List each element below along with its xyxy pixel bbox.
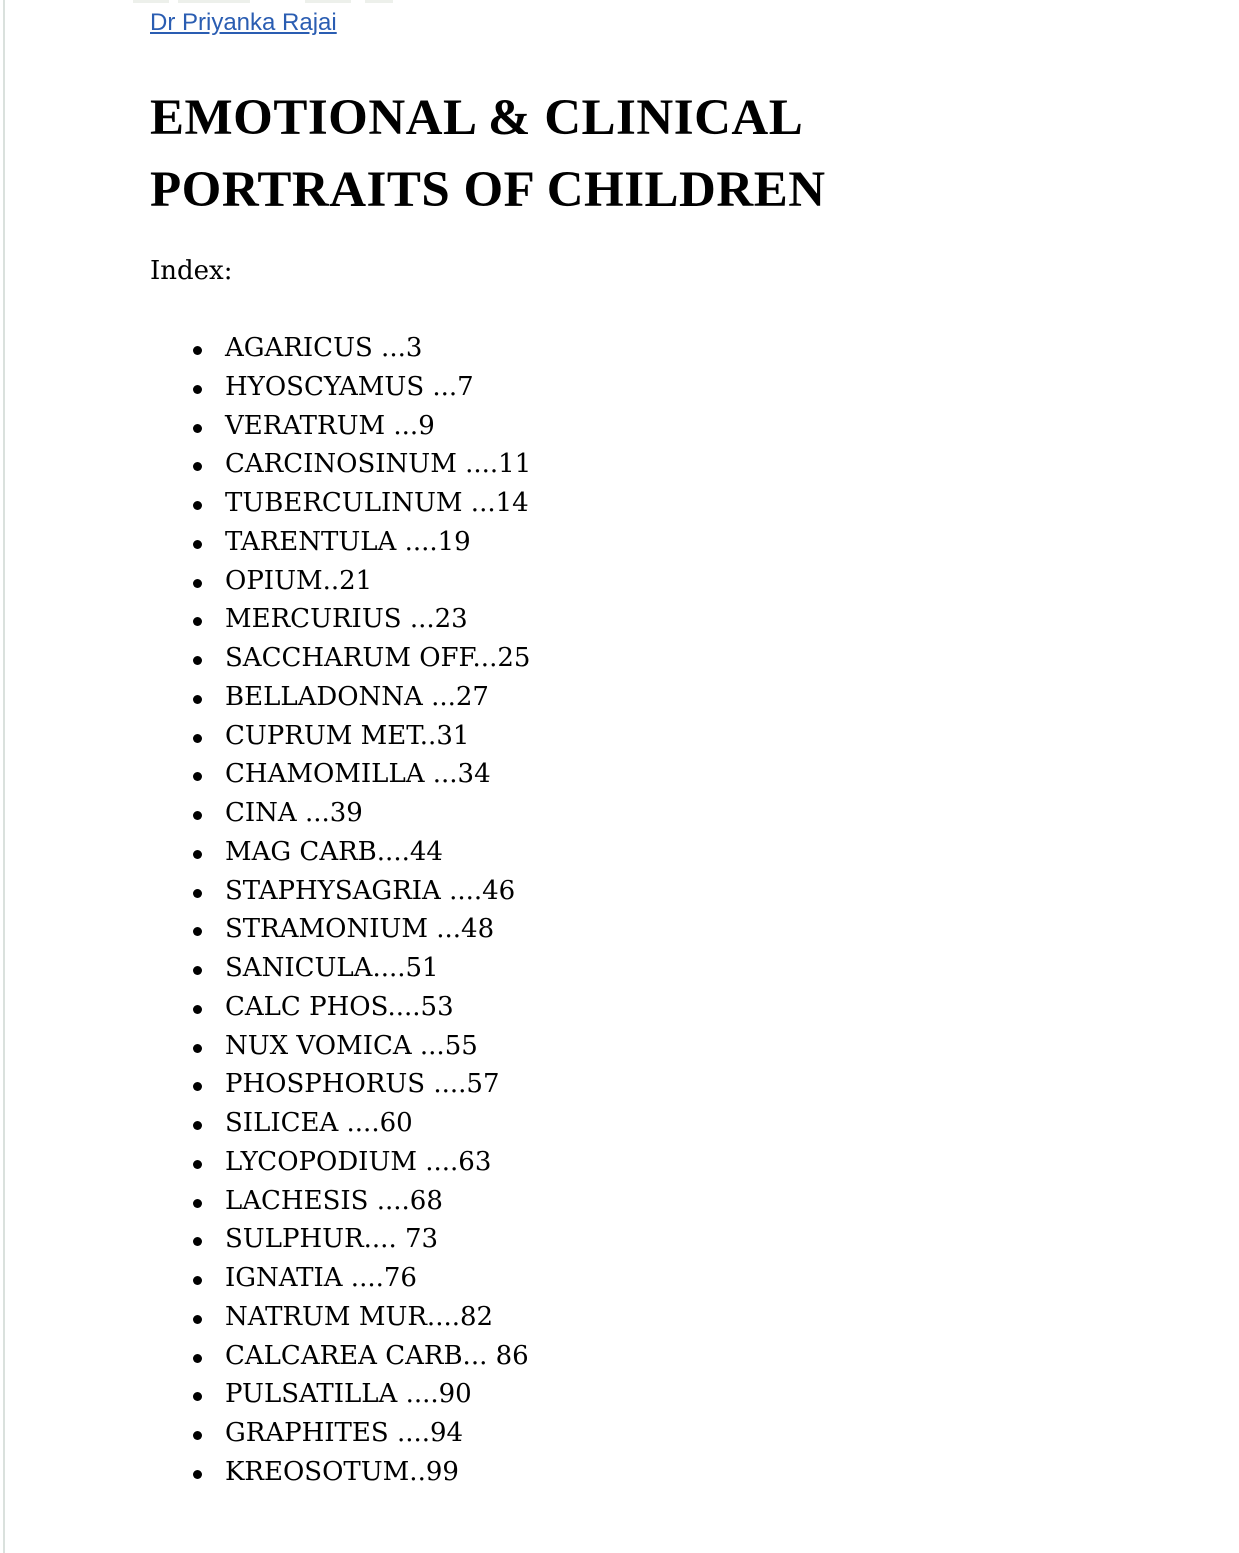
bullet-icon: [193, 1315, 202, 1324]
index-list-item: [150, 717, 1179, 756]
index-list-item: [150, 1182, 1179, 1221]
index-list-item: [150, 872, 1179, 911]
index-item-text: BELLADONNA ...27: [225, 681, 489, 712]
bullet-icon: [193, 385, 202, 394]
index-item-text: STAPHYSAGRIA ....46: [225, 875, 516, 906]
index-list-item: [150, 600, 1179, 639]
bullet-icon: [193, 424, 202, 433]
index-item-text: IGNATIA ....76: [225, 1263, 417, 1293]
page-left-border: [3, 0, 5, 1553]
index-item-text: PULSATILLA ....90: [225, 1379, 472, 1410]
index-item-text: CALCAREA CARB... 86: [225, 1340, 529, 1371]
index-item-text: KREOSOTUM..99: [225, 1456, 459, 1487]
index-item-text: CUPRUM MET..31: [225, 720, 470, 751]
index-list-item: [150, 407, 1179, 446]
bullet-icon: [193, 1354, 202, 1363]
index-item-text: TARENTULA ....19: [225, 526, 471, 557]
bullet-icon: [193, 346, 202, 355]
index-item-text: CHAMOMILLA ...34: [225, 759, 491, 790]
index-list-item: [150, 988, 1179, 1027]
bullet-icon: [193, 1431, 202, 1440]
index-item-text: GRAPHITES ....94: [225, 1418, 464, 1448]
index-list-item: [150, 639, 1179, 678]
index-item-text: TUBERCULINUM ...14: [225, 488, 529, 518]
index-list-item: [150, 1104, 1179, 1143]
bullet-icon: [193, 811, 202, 820]
index-item-text: SACCHARUM OFF...25: [225, 643, 531, 673]
index-item-text: HYOSCYAMUS ...7: [225, 371, 474, 402]
bullet-icon: [193, 540, 202, 549]
bullet-icon: [193, 966, 202, 975]
index-list-item: [150, 1065, 1179, 1104]
bullet-icon: [193, 462, 202, 471]
index-list-item: [150, 1220, 1179, 1259]
index-label: Index:: [150, 256, 233, 286]
index-list-item: [150, 1298, 1179, 1337]
bullet-icon: [193, 695, 202, 704]
index-list-item: [150, 678, 1179, 717]
bullet-icon: [193, 927, 202, 936]
index-item-text: MAG CARB....44: [225, 836, 443, 867]
document-title: [150, 82, 1179, 226]
bullet-icon: [193, 1121, 202, 1130]
index-list-item: [150, 562, 1179, 601]
bullet-icon: [193, 1160, 202, 1169]
index-item-text: NUX VOMICA ...55: [225, 1030, 478, 1061]
index-item-text: VERATRUM ...9: [225, 410, 435, 441]
index-list-item: [150, 1027, 1179, 1066]
index-list-item: [150, 1375, 1179, 1414]
bullet-icon: [193, 734, 202, 743]
index-item-text: NATRUM MUR....82: [225, 1301, 494, 1332]
clipped-text-artifact: [0, 0, 1239, 4]
index-list-item: [150, 523, 1179, 562]
index-list-item: [150, 833, 1179, 872]
index-list-item: [150, 949, 1179, 988]
index-item-text: AGARICUS ...3: [225, 333, 423, 363]
bullet-icon: [193, 1199, 202, 1208]
index-item-text: CARCINOSINUM ....11: [225, 449, 532, 480]
index-list-item: [150, 1414, 1179, 1453]
bullet-icon: [193, 1082, 202, 1091]
author-link[interactable]: Dr Priyanka Rajai: [150, 9, 337, 36]
index-item-text: CINA ...39: [225, 798, 363, 828]
index-list-item: [150, 794, 1179, 833]
bullet-icon: [193, 1470, 202, 1479]
index-item-text: LYCOPODIUM ....63: [225, 1146, 492, 1177]
index-list-item: [150, 368, 1179, 407]
bullet-icon: [193, 772, 202, 781]
index-item-text: MERCURIUS ...23: [225, 604, 468, 635]
index-list-item: [150, 1259, 1179, 1298]
bullet-icon: [193, 579, 202, 588]
index-list-item: [150, 329, 1179, 368]
bullet-icon: [193, 1276, 202, 1285]
index-item-text: CALC PHOS....53: [225, 991, 454, 1022]
index-list: [150, 329, 1179, 1492]
index-item-text: SULPHUR.... 73: [225, 1224, 439, 1255]
bullet-icon: [193, 1237, 202, 1246]
bullet-icon: [193, 656, 202, 665]
title-line-2: PORTRAITS OF CHILDREN: [150, 162, 826, 218]
index-item-text: STRAMONIUM ...48: [225, 914, 495, 945]
bullet-icon: [193, 1392, 202, 1401]
index-list-item: [150, 445, 1179, 484]
index-item-text: OPIUM..21: [225, 565, 373, 596]
index-list-item: [150, 1337, 1179, 1376]
bullet-icon: [193, 889, 202, 898]
index-item-text: PHOSPHORUS ....57: [225, 1069, 500, 1100]
bullet-icon: [193, 617, 202, 626]
index-list-item: [150, 910, 1179, 949]
bullet-icon: [193, 850, 202, 859]
index-item-text: LACHESIS ....68: [225, 1185, 443, 1216]
index-item-text: SANICULA....51: [225, 953, 439, 983]
index-list-item: [150, 1453, 1179, 1492]
bullet-icon: [193, 1044, 202, 1053]
index-list-item: [150, 484, 1179, 523]
bullet-icon: [193, 1005, 202, 1014]
index-item-text: SILICEA ....60: [225, 1108, 413, 1138]
title-line-1: EMOTIONAL & CLINICAL: [150, 90, 804, 146]
index-list-item: [150, 755, 1179, 794]
index-list-item: [150, 1143, 1179, 1182]
bullet-icon: [193, 501, 202, 510]
